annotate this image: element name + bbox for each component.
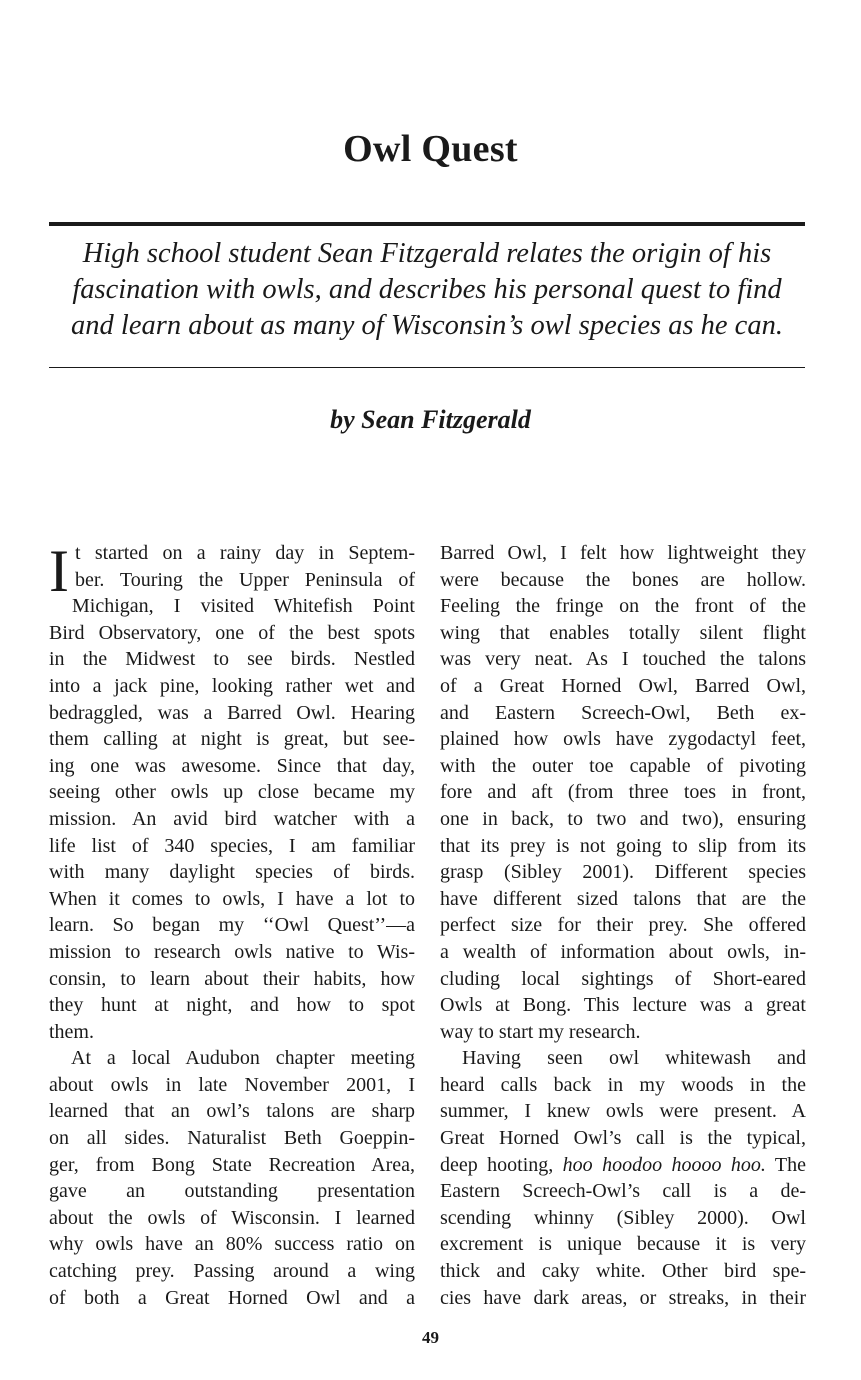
text-line: ger, from Bong State Recreation Area,: [49, 1153, 415, 1176]
text-line: life list of 340 species, I am familiar: [49, 834, 415, 857]
page-number: 49: [422, 1328, 439, 1347]
text-line: grasp (Sibley 2001). Different species: [440, 861, 806, 884]
text-line: catching prey. Passing around a wing: [49, 1260, 415, 1283]
text-line: consin, to learn about their habits, how: [49, 967, 415, 990]
text-line: summer, I knew owls were present. A: [440, 1100, 806, 1123]
text-line: into a jack pine, looking rather wet and: [49, 674, 415, 697]
article-deck: [49, 236, 805, 344]
text-line: Feeling the fringe on the front of the: [440, 595, 806, 618]
text-line: wing that enables totally silent flight: [440, 621, 806, 644]
text-line: seeing other owls up close became my: [49, 781, 415, 804]
text-line: about the owls of Wisconsin. I learned: [49, 1206, 415, 1229]
text-line: why owls have an 80% success ratio on: [49, 1233, 415, 1256]
text-line: scending whinny (Sibley 2000). Owl: [440, 1206, 806, 1229]
text-line: excrement is unique because it is very: [440, 1233, 806, 1256]
text-line: learned that an owl’s talons are sharp: [49, 1100, 415, 1123]
text-line: ber. Touring the Upper Peninsula of: [75, 568, 415, 591]
text-line: of both a Great Horned Owl and a: [49, 1286, 415, 1309]
text-line: mission. An avid bird watcher with a: [49, 807, 415, 830]
text-line: mission to research owls native to Wis-: [49, 940, 415, 963]
deck-line: High school student Sean Fitzgerald relates the origin of his: [82, 238, 772, 269]
deck-divider-thin: [49, 367, 805, 368]
text-line: fore and aft (from three toes in front,: [440, 781, 806, 804]
text-line: bedraggled, was a Barred Owl. Hearing: [49, 701, 415, 724]
text-line: that its prey is not going to slip from its: [440, 834, 806, 857]
text-line: them calling at night is great, but see-: [49, 728, 415, 751]
text-line: heard calls back in my woods in the: [440, 1073, 806, 1096]
text-line: about owls in late November 2001, I: [49, 1073, 415, 1096]
text-line: on all sides. Naturalist Beth Goeppin-: [49, 1127, 415, 1150]
text-line: way to start my research.: [440, 1020, 641, 1043]
text-line: they hunt at night, and how to spot: [49, 994, 415, 1017]
text-line: with many daylight species of birds.: [49, 861, 415, 884]
author-byline: by Sean Fitzgerald: [330, 405, 531, 434]
body-column-right: [440, 540, 806, 1311]
text-line: with the outer toe capable of pivoting: [440, 754, 806, 777]
title-divider-thick: [49, 222, 805, 226]
text-line: perfect size for their prey. She offered: [440, 914, 806, 937]
text-line: Great Horned Owl’s call is the typical,: [440, 1127, 806, 1150]
text-line-mixed: [440, 1152, 806, 1179]
text-line: and Eastern Screech-Owl, Beth ex-: [440, 701, 806, 724]
text-line: in the Midwest to see birds. Nestled: [49, 648, 415, 671]
text-run: The: [774, 1153, 807, 1176]
deck-line: fascination with owls, and describes his personal quest to find: [72, 274, 782, 305]
text-line: Michigan, I visited Whitefish Point: [71, 595, 415, 618]
drop-cap: I: [49, 538, 69, 604]
text-line: Owls at Bong. This lecture was a great: [440, 994, 806, 1017]
deck-line: and learn about as many of Wisconsin’s owl species as he can.: [71, 310, 783, 341]
text-line: cluding local sightings of Short-eared: [440, 967, 806, 990]
text-line: ing one was awesome. Since that day,: [49, 754, 415, 777]
text-line: one in back, to two and two), ensuring: [440, 807, 806, 830]
text-line: Bird Observatory, one of the best spots: [49, 621, 415, 644]
text-line: them.: [49, 1020, 94, 1043]
text-run: deep hooting,: [440, 1153, 554, 1176]
text-line: learn. So began my ‘‘Owl Quest’’—a: [49, 914, 415, 937]
text-line: have different sized talons that are the: [440, 887, 806, 910]
text-line: At a local Audubon chapter meeting: [71, 1047, 415, 1070]
body-column-left: [49, 540, 415, 1311]
text-line: thick and caky white. Other bird spe-: [440, 1260, 806, 1283]
text-line: was very neat. As I touched the talons: [440, 648, 806, 671]
text-line: Barred Owl, I felt how lightweight they: [440, 542, 806, 564]
text-line: t started on a rainy day in Septem-: [75, 542, 415, 564]
text-line: gave an outstanding presentation: [49, 1180, 415, 1203]
text-line: of a Great Horned Owl, Barred Owl,: [440, 674, 806, 697]
text-line: Eastern Screech-Owl’s call is a de-: [440, 1180, 806, 1203]
text-line: plained how owls have zygodactyl feet,: [440, 728, 806, 751]
text-line: were because the bones are hollow.: [440, 568, 806, 591]
text-line: When it comes to owls, I have a lot to: [49, 887, 415, 910]
text-line: a wealth of information about owls, in-: [440, 940, 806, 963]
article-title: Owl Quest: [343, 128, 518, 170]
owl-call-italic: hoo hoodoo hoooo hoo.: [562, 1153, 766, 1176]
text-line: Having seen owl whitewash and: [462, 1047, 806, 1070]
text-line: cies have dark areas, or streaks, in their: [440, 1286, 806, 1309]
